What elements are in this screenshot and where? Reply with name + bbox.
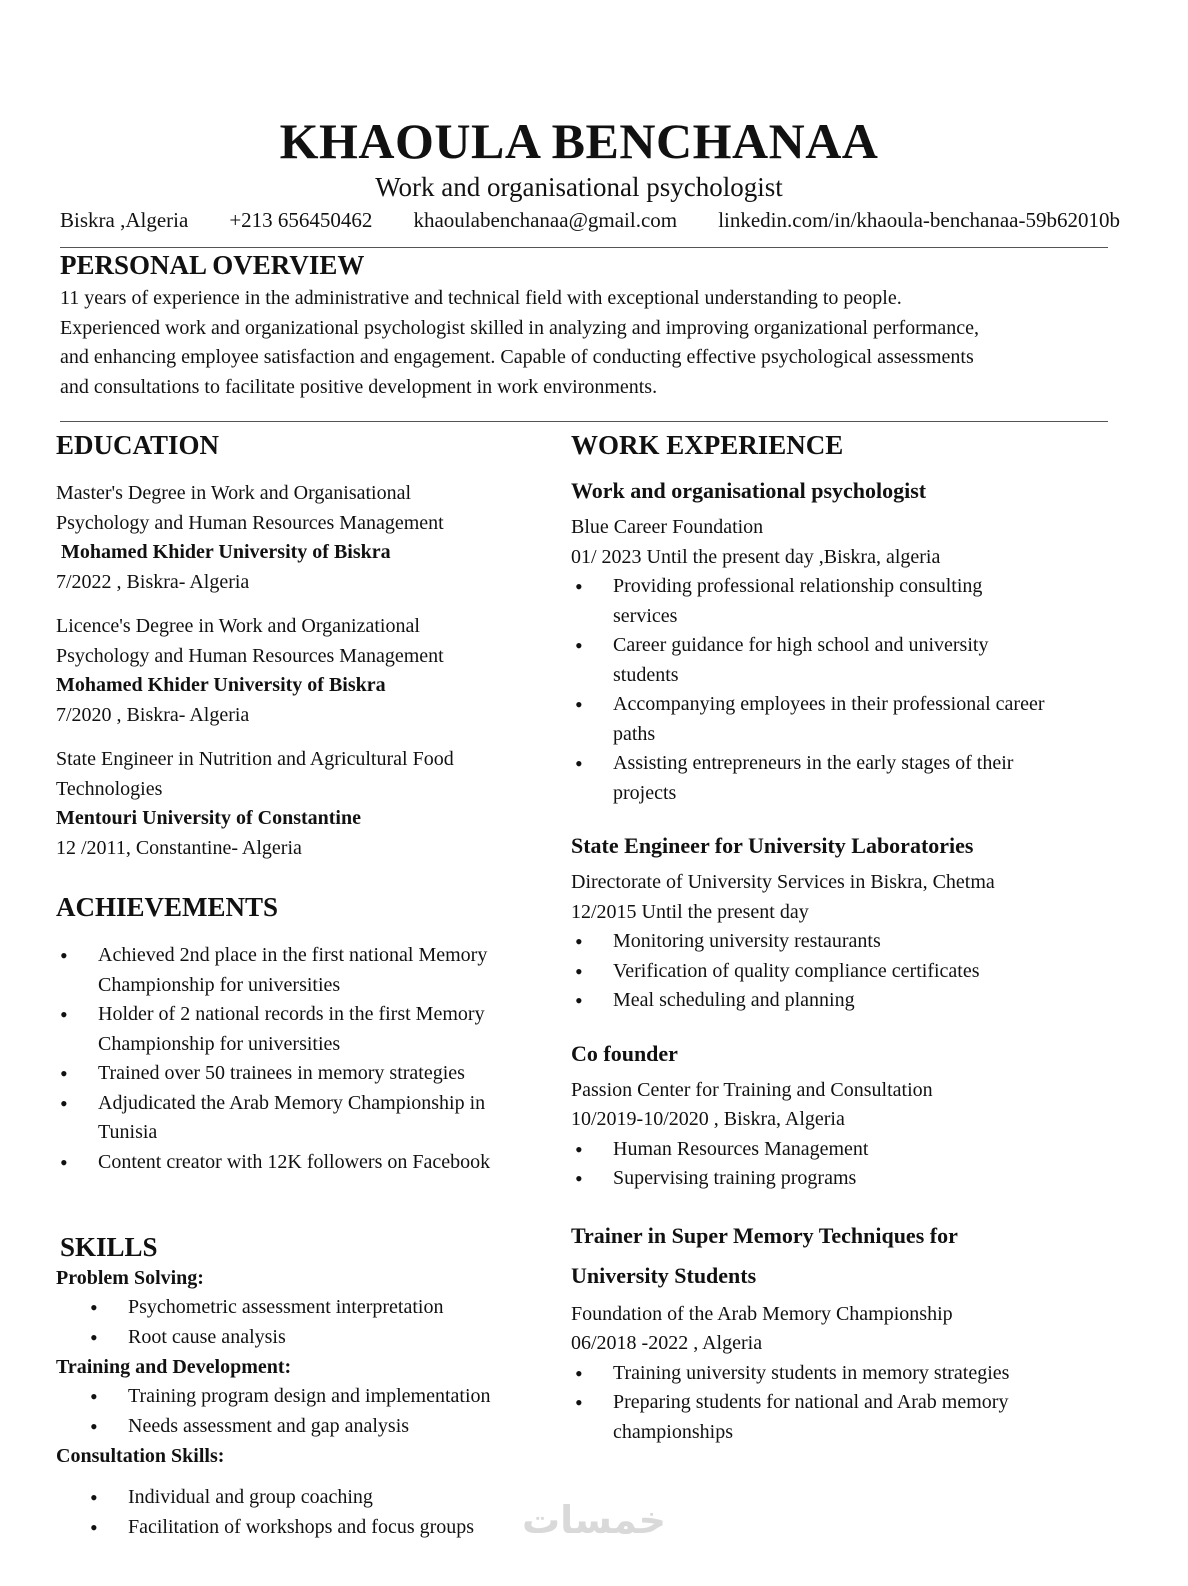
skills-section [56, 1232, 556, 1542]
item-line: • Content creator with 12K followers on Facebook [98, 1150, 491, 1173]
list-item [571, 690, 1121, 749]
right-column [571, 430, 1121, 1469]
job-entry [571, 830, 1121, 1016]
list-item: • Needs assessment and gap analysis [56, 1412, 556, 1442]
job-duties [571, 927, 1121, 1016]
list-item: • Psychometric assessment interpretation [56, 1293, 556, 1323]
job-title: Work and organisational psychologist [571, 478, 927, 503]
item-line: Championship for universities [98, 973, 341, 996]
list-item [571, 1164, 1121, 1194]
item-line: • Accompanying employees in their professional career [613, 693, 1045, 715]
overview-line: and enhancing employee satisfaction and engagement. Capable of conducting effective psychological assessments [60, 346, 974, 368]
item-line: • Meal scheduling and planning [613, 989, 855, 1011]
overview-text [60, 284, 1108, 402]
overview-line: and consultations to facilitate positive development in work environments. [60, 375, 658, 398]
school-name: Mohamed Khider University of Biskra [56, 541, 391, 563]
item-line: • Training university students in memory strategies [613, 1361, 1010, 1384]
skill-group-heading: Consultation Skills: [56, 1445, 225, 1467]
skill-list [56, 1483, 556, 1542]
overview-line: 11 years of experience in the administrative and technical field with exceptional understanding to people. [60, 287, 902, 309]
overview-line: Experienced work and organizational psychologist skilled in analyzing and improving organizational performance, [60, 316, 979, 339]
item-line: students [613, 663, 679, 686]
contact-line [60, 208, 1120, 233]
left-column [56, 430, 546, 878]
list-item [571, 631, 1121, 690]
job-date: 12/2015 Until the present day [571, 900, 809, 923]
job-org: Foundation of the Arab Memory Championship [571, 1302, 953, 1325]
job-title: State Engineer for University Laboratories [571, 833, 974, 858]
item-line: • Holder of 2 national records in the first Memory [98, 1003, 485, 1025]
education-entry [56, 745, 546, 863]
item-line: paths [613, 722, 656, 745]
location: Biskra ,Algeria [60, 208, 189, 232]
school-name: Mohamed Khider University of Biskra [56, 674, 386, 696]
job-title: Trainer in Super Memory Techniques for [571, 1222, 958, 1248]
item-line: • Supervising training programs [613, 1167, 857, 1189]
list-item: • Facilitation of workshops and focus groups [56, 1513, 556, 1543]
item-line: • Providing professional relationship consulting [613, 575, 983, 597]
item-line: • Career guidance for high school and university [613, 634, 989, 656]
skill-group-heading: Training and Development: [56, 1356, 292, 1378]
phone: +213 656450462 [229, 208, 373, 232]
education-entry [56, 479, 546, 597]
watermark-logo: خمسات [522, 1498, 666, 1542]
list-item [56, 1148, 556, 1178]
list-item [56, 1089, 556, 1148]
list-item [571, 986, 1121, 1016]
list-item [571, 1135, 1121, 1165]
job-duties [571, 1135, 1121, 1194]
item-line: • Assisting entrepreneurs in the early stages of their [613, 752, 1014, 774]
item-line: championships [613, 1420, 733, 1443]
education-date: 7/2020 , Biskra- Algeria [56, 703, 250, 726]
education-heading: EDUCATION [56, 430, 220, 460]
job-entry [571, 1038, 1121, 1194]
degree-line: Master's Degree in Work and Organisational [56, 482, 412, 504]
list-item: • Root cause analysis [56, 1323, 556, 1353]
list-item: • Training program design and implementation [56, 1382, 556, 1412]
job-org: Directorate of University Services in Biskra, Chetma [571, 871, 995, 893]
list-item [571, 1359, 1121, 1389]
job-duties [571, 1359, 1121, 1448]
item-line: Tunisia [98, 1121, 158, 1143]
experience-heading: WORK EXPERIENCE [571, 430, 844, 460]
item-line: • Achieved 2nd place in the first national Memory [98, 944, 488, 966]
job-entry [571, 475, 1121, 808]
job-org: Passion Center for Training and Consultation [571, 1078, 933, 1101]
degree-line: Licence's Degree in Work and Organizational [56, 615, 420, 637]
degree-line: State Engineer in Nutrition and Agricultural Food [56, 748, 454, 770]
item-line: • Trained over 50 trainees in memory strategies [98, 1062, 465, 1084]
list-item [571, 749, 1121, 808]
list-item [571, 927, 1121, 957]
degree-line: Technologies [56, 777, 163, 800]
list-item [571, 957, 1121, 987]
job-org: Blue Career Foundation [571, 516, 764, 538]
candidate-name: KHAOULA BENCHANAA [279, 113, 879, 169]
school-name: Mentouri University of Constantine [56, 807, 361, 829]
education-entry [56, 612, 546, 730]
item-line: • Monitoring university restaurants [613, 930, 881, 952]
item-line: • Human Resources Management [613, 1137, 869, 1160]
header-divider [60, 247, 1108, 248]
achievements-section [56, 892, 556, 1177]
item-line: Championship for universities [98, 1032, 341, 1055]
overview-divider [60, 421, 1108, 422]
job-title: University Students [571, 1262, 757, 1288]
job-title: Co founder [571, 1040, 678, 1066]
skills-heading: SKILLS [60, 1232, 158, 1262]
item-line: projects [613, 781, 677, 804]
item-line: • Adjudicated the Arab Memory Championship in [98, 1091, 486, 1114]
degree-line: Psychology and Human Resources Management [56, 644, 444, 667]
skill-list [56, 1293, 556, 1352]
job-date: 01/ 2023 Until the present day ,Biskra, algeria [571, 545, 941, 568]
list-item [56, 1059, 556, 1089]
item-line: • Verification of quality compliance certificates [613, 959, 980, 982]
list-item: • Individual and group coaching [56, 1483, 556, 1513]
job-entry [571, 1216, 1121, 1448]
job-date: 10/2019-10/2020 , Biskra, Algeria [571, 1108, 845, 1130]
achievements-heading: ACHIEVEMENTS [56, 892, 279, 922]
item-line: services [613, 604, 678, 627]
job-title: Work and organisational psychologist [375, 172, 783, 202]
education-date: 12 /2011, Constantine- Algeria [56, 836, 302, 859]
item-line: • Preparing students for national and Arab memory [613, 1391, 1009, 1413]
list-item [571, 1388, 1121, 1447]
list-item [56, 941, 556, 1000]
list-item [56, 1000, 556, 1059]
email-link[interactable]: khaoulabenchanaa@gmail.com [413, 208, 678, 232]
education-date: 7/2022 , Biskra- Algeria [56, 570, 250, 593]
overview-heading: PERSONAL OVERVIEW [60, 250, 365, 280]
list-item [571, 572, 1121, 631]
achievements-list [56, 941, 556, 1177]
job-duties [571, 572, 1121, 808]
linkedin-link[interactable]: linkedin.com/in/khaoula-benchanaa-59b62010b [718, 208, 1120, 232]
job-date: 06/2018 -2022 , Algeria [571, 1332, 763, 1354]
skill-group-heading: Problem Solving: [56, 1267, 204, 1289]
degree-line: Psychology and Human Resources Management [56, 511, 444, 534]
skill-list [56, 1382, 556, 1441]
